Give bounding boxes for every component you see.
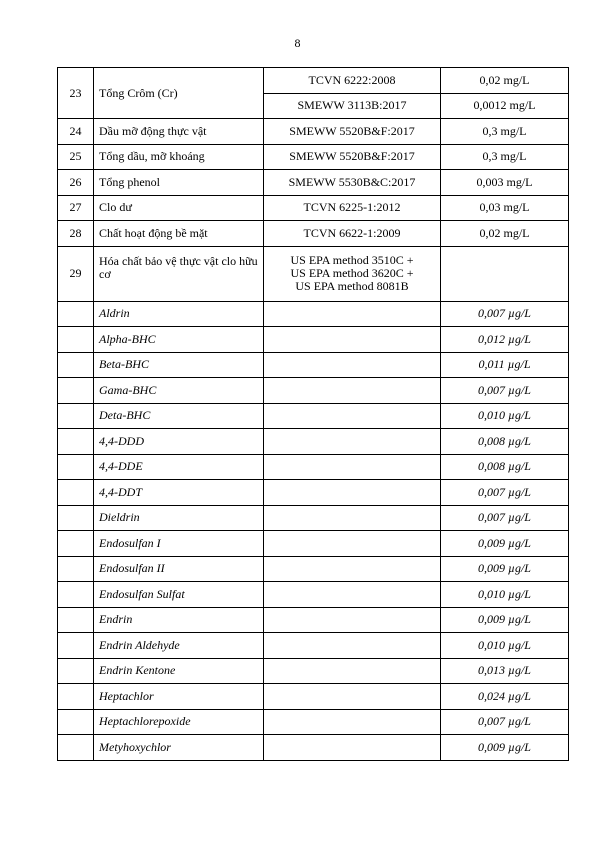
row-number: 28 [58,221,94,247]
table-row [58,531,569,557]
row-number [58,607,94,633]
table-row [58,246,569,301]
method-cell [264,556,441,582]
limit-cell: 0,010 µg/L [441,582,569,608]
limit-cell: 0,013 µg/L [441,658,569,684]
table-row [58,556,569,582]
row-number [58,505,94,531]
limit-cell: 0,02 mg/L [441,68,569,94]
method-cell [264,709,441,735]
row-number [58,658,94,684]
limit-cell: 0,009 µg/L [441,607,569,633]
method-cell [264,403,441,429]
parameter-name: Endrin Aldehyde [94,633,264,659]
method-cell: SMEWW 5530B&C:2017 [264,170,441,196]
parameter-name: Dầu mỡ động thực vật [94,119,264,145]
limit-cell: 0,012 µg/L [441,327,569,353]
method-cell: TCVN 6222:2008 [264,68,441,94]
parameter-name: Tổng Crôm (Cr) [94,68,264,119]
row-number: 24 [58,119,94,145]
limit-cell: 0,010 µg/L [441,403,569,429]
row-number: 26 [58,170,94,196]
table-row [58,352,569,378]
method-cell [264,378,441,404]
limit-cell: 0,010 µg/L [441,633,569,659]
limit-cell: 0,003 mg/L [441,170,569,196]
row-number [58,633,94,659]
method-cell: TCVN 6225-1:2012 [264,195,441,221]
parameter-name: Alpha-BHC [94,327,264,353]
limit-cell: 0,0012 mg/L [441,93,569,119]
method-line: US EPA method 3510C + [290,253,414,267]
table-row [58,170,569,196]
limit-cell: 0,009 µg/L [441,556,569,582]
limit-cell: 0,03 mg/L [441,195,569,221]
parameter-name: Metyhoxychlor [94,735,264,761]
method-cell [264,582,441,608]
table-row [58,195,569,221]
table-row [58,607,569,633]
row-number [58,684,94,710]
row-number [58,531,94,557]
row-number: 25 [58,144,94,170]
limit-cell: 0,007 µg/L [441,505,569,531]
parameter-name: 4,4-DDT [94,480,264,506]
limit-cell: 0,3 mg/L [441,119,569,145]
row-number [58,378,94,404]
method-cell [264,327,441,353]
limit-cell: 0,007 µg/L [441,709,569,735]
table-row [58,709,569,735]
table-row [58,582,569,608]
method-cell [264,658,441,684]
limit-cell: 0,009 µg/L [441,735,569,761]
row-number [58,301,94,327]
parameter-table [57,67,569,761]
limit-cell: 0,3 mg/L [441,144,569,170]
method-cell [264,301,441,327]
row-number [58,403,94,429]
page-number: 8 [294,36,301,50]
method-cell [264,684,441,710]
row-number [58,454,94,480]
method-cell [264,454,441,480]
parameter-name: Dieldrin [94,505,264,531]
method-cell [264,429,441,455]
method-cell [264,633,441,659]
parameter-name: Heptachlor [94,684,264,710]
table-row [58,327,569,353]
parameter-name: Hóa chất bảo vệ thực vật clo hữu cơ [94,246,264,301]
table-row [58,403,569,429]
parameter-name: Endosulfan I [94,531,264,557]
method-cell [264,607,441,633]
method-cell [264,531,441,557]
row-number [58,556,94,582]
row-number [58,582,94,608]
parameter-name: Gama-BHC [94,378,264,404]
sub-items [58,301,569,760]
table-row [58,144,569,170]
parameter-name: Heptachlorepoxide [94,709,264,735]
limit-cell: 0,009 µg/L [441,531,569,557]
table-row [58,735,569,761]
row-number: 27 [58,195,94,221]
limit-cell: 0,02 mg/L [441,221,569,247]
limit-cell: 0,008 µg/L [441,454,569,480]
parameter-name: 4,4-DDE [94,454,264,480]
table-row [58,221,569,247]
limit-cell: 0,008 µg/L [441,429,569,455]
table-row [58,378,569,404]
limit-cell: 0,007 µg/L [441,378,569,404]
parameter-name: Clo dư [94,195,264,221]
parameter-name: Endrin [94,607,264,633]
limit-cell [441,246,569,301]
table-row [58,119,569,145]
parameter-name: Beta-BHC [94,352,264,378]
method-line: US EPA method 8081B [295,279,409,293]
table-row [58,480,569,506]
row-number [58,709,94,735]
parameter-name: Endrin Kentone [94,658,264,684]
row-number [58,480,94,506]
method-cell [264,352,441,378]
method-cell: SMEWW 5520B&F:2017 [264,144,441,170]
parameter-name: Deta-BHC [94,403,264,429]
limit-cell: 0,024 µg/L [441,684,569,710]
table-row [58,505,569,531]
method-cell [264,246,441,301]
table-row [58,658,569,684]
parameter-name: Endosulfan II [94,556,264,582]
row-number [58,352,94,378]
limit-cell: 0,007 µg/L [441,301,569,327]
method-cell [264,735,441,761]
method-cell [264,480,441,506]
method-line: US EPA method 3620C + [290,266,414,280]
parameter-name: Tổng dầu, mỡ khoáng [94,144,264,170]
table-row [58,684,569,710]
method-cell [264,505,441,531]
limit-cell: 0,007 µg/L [441,480,569,506]
method-cell: TCVN 6622-1:2009 [264,221,441,247]
parameter-name: 4,4-DDD [94,429,264,455]
method-cell: SMEWW 5520B&F:2017 [264,119,441,145]
row-number [58,735,94,761]
table-row [58,68,569,94]
table-row [58,454,569,480]
row-number [58,429,94,455]
row-number: 23 [58,68,94,119]
parameter-name: Endosulfan Sulfat [94,582,264,608]
row-number [58,327,94,353]
table-row [58,301,569,327]
method-cell: SMEWW 3113B:2017 [264,93,441,119]
parameter-name: Aldrin [94,301,264,327]
row-number: 29 [58,246,94,301]
parameter-name: Tổng phenol [94,170,264,196]
parameter-name: Chất hoạt động bề mặt [94,221,264,247]
limit-cell: 0,011 µg/L [441,352,569,378]
table-row [58,633,569,659]
table-row [58,429,569,455]
